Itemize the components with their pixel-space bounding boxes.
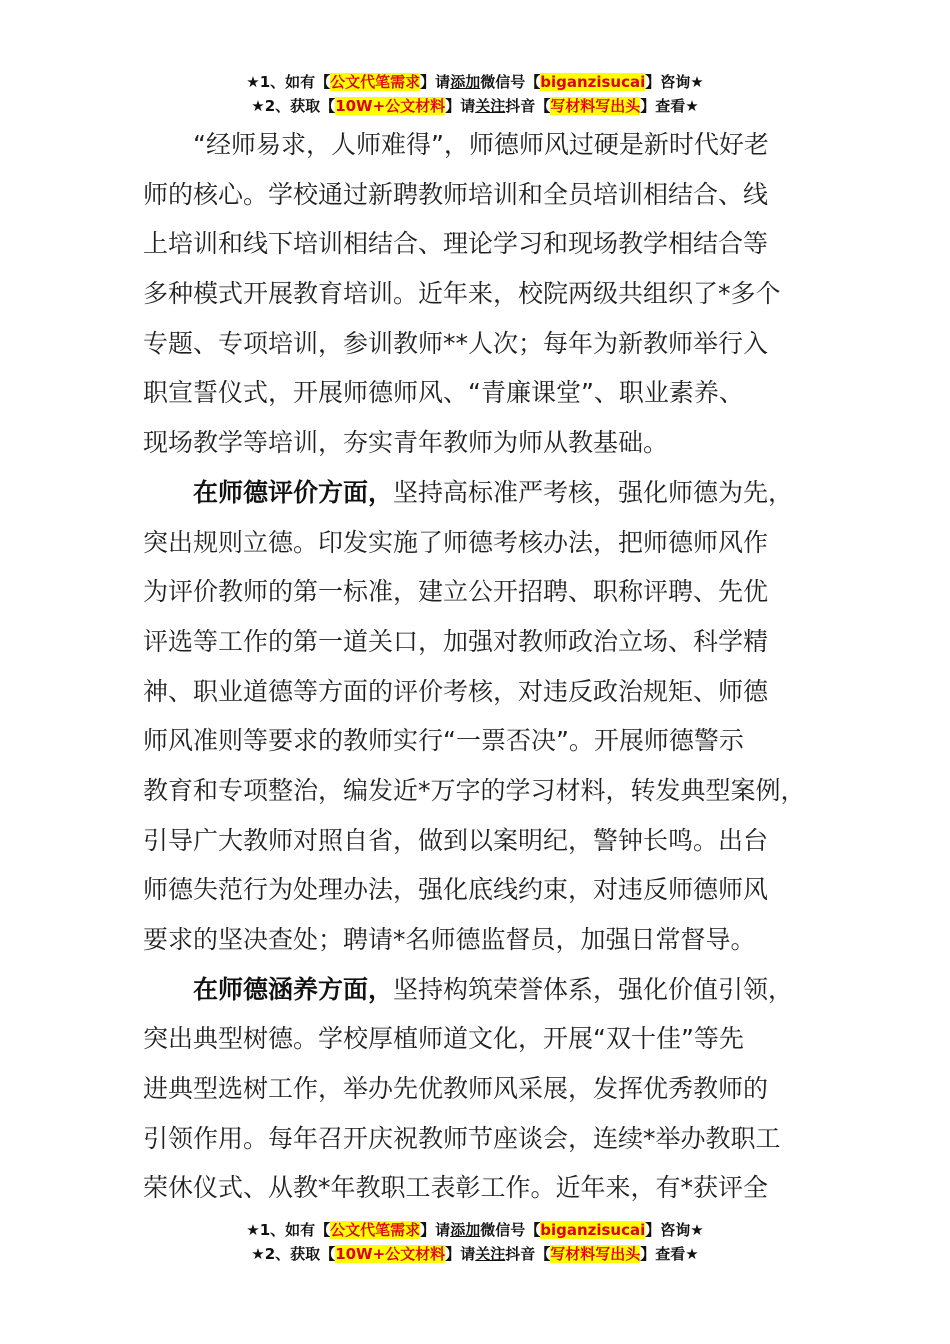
banner-text: 】请 xyxy=(420,73,451,91)
banner-text: 微信号【 xyxy=(480,1221,541,1239)
banner-text: 】请 xyxy=(445,97,476,115)
paragraph-2-line: 突出规则立德。印发实施了师德考核办法，把师德师风作 xyxy=(143,527,769,557)
banner-line-2 xyxy=(0,1242,950,1266)
banner-text: 抖音【 xyxy=(505,97,551,115)
section-heading-cultivation: 在师德涵养方面， xyxy=(193,974,394,1004)
paragraph-2-first-line xyxy=(143,468,823,518)
banner-text: 】咨询★ xyxy=(645,1221,704,1239)
banner-highlight: 10W+公文材料 xyxy=(335,97,446,115)
banner-text: ★1、如有【 xyxy=(246,73,331,91)
banner-text: 抖音【 xyxy=(505,1245,551,1263)
paragraph-1-line: 师的核心。学校通过新聘教师培训和全员培训相结合、线 xyxy=(143,179,769,209)
banner-text: ★1、如有【 xyxy=(246,1221,331,1239)
header-banner xyxy=(0,70,950,118)
paragraph-3-first-line xyxy=(143,965,823,1015)
paragraph-1-line: 上培训和线下培训相结合、理论学习和现场教学相结合等 xyxy=(143,229,769,259)
banner-text: ★2、获取【 xyxy=(251,97,336,115)
paragraph-3-line: 进典型选树工作，举办先优教师风采展，发挥优秀教师的 xyxy=(143,1074,769,1104)
banner-wechat-id: biganzisucai xyxy=(540,73,646,91)
paragraph-2-line: 引导广大教师对照自省，做到以案明纪，警钟长鸣。出台 xyxy=(143,825,769,855)
paragraph-1-line: 专题、专项培训，参训教师**人次；每年为新教师举行入 xyxy=(143,328,769,358)
banner-line-1 xyxy=(0,70,950,94)
banner-underline: 添加 xyxy=(450,73,481,91)
paragraph-2-line: 要求的坚决查处；聘请*名师德监督员，加强日常督导。 xyxy=(143,925,756,954)
banner-text: 微信号【 xyxy=(480,73,541,91)
paragraph-3-line: 突出典型树德。学校厚植师道文化，开展“双十佳”等先 xyxy=(143,1024,744,1054)
banner-text: 】请 xyxy=(420,1221,451,1239)
paragraph-3-line: 荣休仪式、从教*年教职工表彰工作。近年来，有*获评全 xyxy=(143,1173,769,1203)
banner-douyin-id: 写材料写出头 xyxy=(550,1245,641,1263)
banner-line-2 xyxy=(0,94,950,118)
paragraph-2-line: 评选等工作的第一道关口，加强对教师政治立场、科学精 xyxy=(143,626,769,656)
banner-highlight: 公文代笔需求 xyxy=(330,1221,421,1239)
paragraph-2-line: 师风准则等要求的教师实行“一票否决”。开展师德警示 xyxy=(143,726,744,756)
banner-text: 】咨询★ xyxy=(645,73,704,91)
paragraph-2-line: 神、职业道德等方面的评价考核，对违反政治规矩、师德 xyxy=(143,676,769,706)
paragraph-1-line: 现场教学等培训，夯实青年教师为师从教基础。 xyxy=(143,428,669,458)
paragraph-1-line: “经师易求，人师难得”，师德师风过硬是新时代好老 xyxy=(193,130,769,159)
banner-underline: 关注 xyxy=(475,1245,506,1263)
banner-text: 】请 xyxy=(445,1245,476,1263)
paragraph-2-line: 教育和专项整治，编发近*万字的学习材料，转发典型案例， xyxy=(143,775,806,805)
paragraph-3-line: 引领作用。每年召开庆祝教师节座谈会，连续*举办教职工 xyxy=(143,1123,781,1153)
section-heading-evaluation: 在师德评价方面， xyxy=(193,477,394,507)
banner-text: 】查看★ xyxy=(640,97,699,115)
paragraph-2-line: 为评价教师的第一标准，建立公开招聘、职称评聘、先优 xyxy=(143,577,769,607)
banner-underline: 关注 xyxy=(475,97,506,115)
document-body xyxy=(143,120,823,1213)
paragraph-1-line: 职宣誓仪式，开展师德师风、“青廉课堂”、职业素养、 xyxy=(143,378,744,408)
banner-line-1 xyxy=(0,1218,950,1242)
footer-banner xyxy=(0,1218,950,1266)
banner-wechat-id: biganzisucai xyxy=(540,1221,646,1239)
banner-douyin-id: 写材料写出头 xyxy=(550,97,641,115)
paragraph-3-text: 坚持构筑荣誉体系，强化价值引领， xyxy=(393,974,794,1004)
paragraph-2-text: 坚持高标准严考核，强化师德为先， xyxy=(393,477,794,507)
banner-text: 】查看★ xyxy=(640,1245,699,1263)
banner-text: ★2、获取【 xyxy=(251,1245,336,1263)
banner-underline: 添加 xyxy=(450,1221,481,1239)
paragraph-1-line: 多种模式开展教育培训。近年来，校院两级共组织了*多个 xyxy=(143,279,781,309)
banner-highlight: 10W+公文材料 xyxy=(335,1245,446,1263)
banner-highlight: 公文代笔需求 xyxy=(330,73,421,91)
paragraph-2-line: 师德失范行为处理办法，强化底线约束，对违反师德师风 xyxy=(143,875,769,905)
